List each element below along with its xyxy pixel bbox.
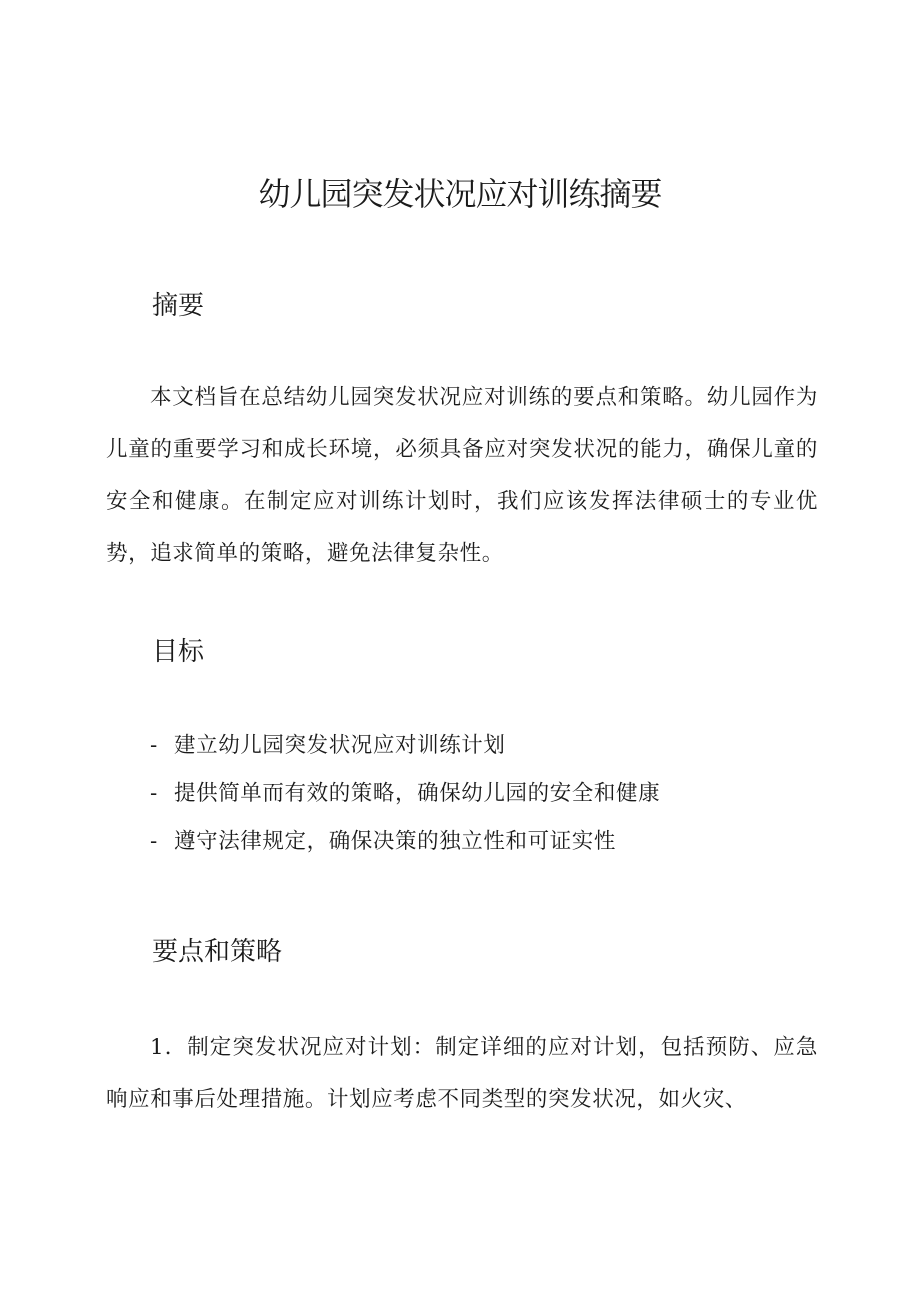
bullet-dash: - [150, 781, 158, 806]
bullet-dash: - [150, 733, 158, 758]
goals-list [150, 722, 660, 866]
section-heading-goals: 目标 [152, 637, 205, 667]
list-item-text: 建立幼儿园突发状况应对训练计划 [174, 733, 506, 758]
list-item [150, 770, 660, 818]
list-item-text: 提供简单而有效的策略，确保幼儿园的安全和健康 [174, 781, 661, 806]
key-points-paragraph: 1．制定突发状况应对计划：制定详细的应对计划，包括预防、应急响应和事后处理措施。计划应考虑不同类型的突发状况，如火灾、 [106, 1035, 818, 1112]
document-title: 幼儿园突发状况应对训练摘要 [258, 175, 662, 213]
bullet-dash: - [150, 829, 158, 854]
list-item [150, 818, 660, 866]
list-item [150, 722, 660, 770]
section-heading-key-points: 要点和策略 [152, 937, 283, 967]
summary-paragraph: 本文档旨在总结幼儿园突发状况应对训练的要点和策略。幼儿园作为儿童的重要学习和成长环境，必须具备应对突发状况的能力，确保儿童的安全和健康。在制定应对训练计划时，我们应该发挥法律硕士的专业优势，追求简单的策略，避免法律复杂性。 [106, 385, 818, 566]
list-item-text: 遵守法律规定，确保决策的独立性和可证实性 [174, 829, 617, 854]
section-heading-summary: 摘要 [152, 291, 205, 321]
